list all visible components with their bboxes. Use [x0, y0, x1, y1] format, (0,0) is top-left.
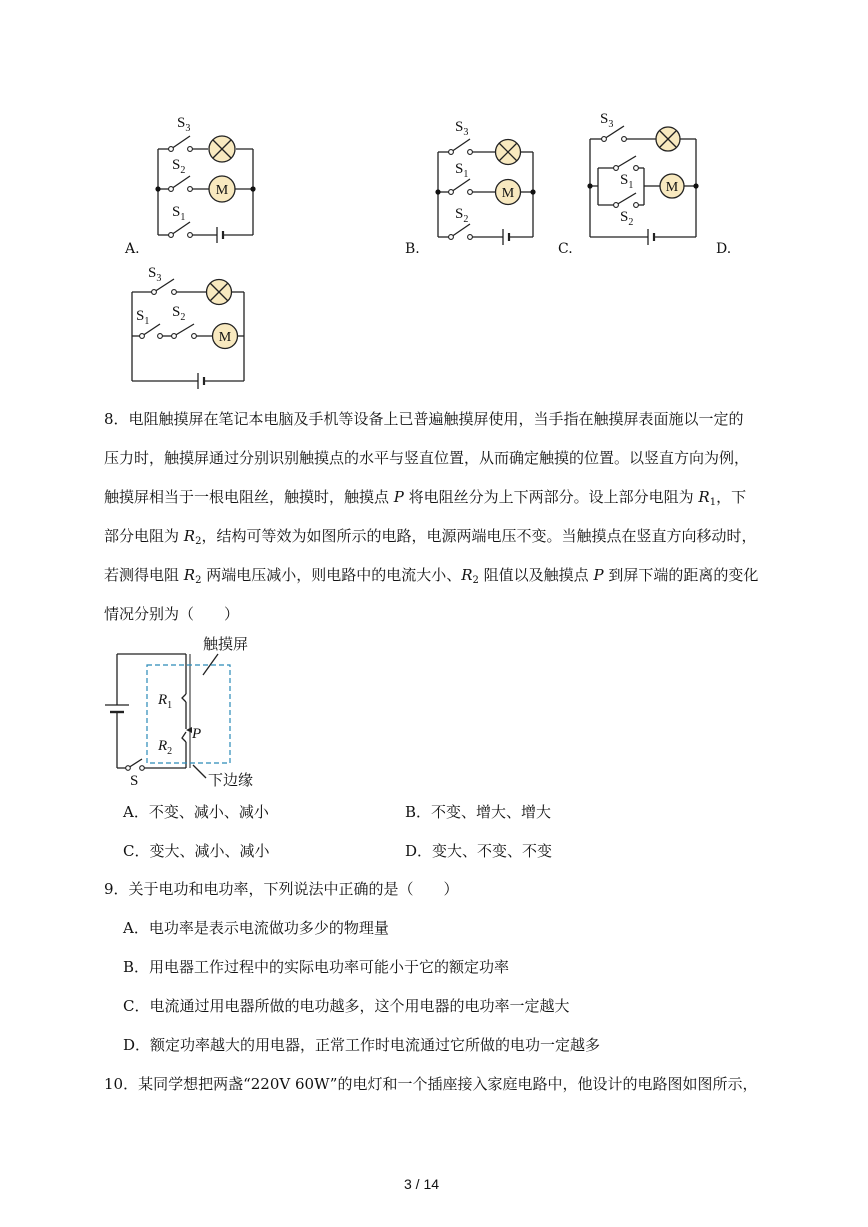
touchscreen-label: 触摸屏 — [203, 635, 249, 653]
contact-point-label: P — [192, 726, 202, 742]
motor-label: M — [665, 180, 679, 195]
motor-label: M — [501, 186, 515, 201]
q9-stem: 9．关于电功和电功率，下列说法中正确的是（ ） — [104, 880, 459, 898]
switch-label-s1: $S_1$ — [136, 308, 150, 327]
motor-label: M — [215, 183, 229, 198]
option-d-label: D. — [716, 241, 732, 257]
switch-label-s2: $S_2$ — [172, 157, 186, 176]
q8-line-5: 若测得电阻 $R_2$ 两端电压减小，则电路中的电流大小、$R_2$ 阻值以及触摸点 P 到屏下端的距离的变化 — [104, 566, 759, 586]
motor-icon — [213, 324, 238, 349]
q9-option-c: C．电流通过用电器所做的电功越多，这个用电器的电功率一定越大 — [123, 997, 570, 1015]
q8-line-6: 情况分别为（ ） — [104, 605, 240, 623]
switch-label-s2: $S_2$ — [455, 206, 469, 225]
q8-line-2: 压力时，触摸屏通过分别识别触摸点的水平与竖直位置，从而确定触摸的位置。以竖直方向为例， — [104, 449, 750, 467]
q9-option-d: D．额定功率越大的用电器，正常工作时电流通过它所做的电功一定越多 — [123, 1036, 601, 1054]
option-c-label: C. — [558, 241, 573, 257]
circuit-diagram-b — [430, 116, 545, 256]
switch-label-s2: $S_2$ — [172, 304, 186, 323]
motor-icon — [496, 180, 521, 205]
switch-label-s3: $S_3$ — [455, 119, 469, 138]
q8-option-a: A．不变、减小、减小 — [123, 803, 269, 821]
option-b-label: B. — [405, 241, 420, 257]
circuit-diagram-d — [122, 263, 252, 393]
lamp-icon — [656, 127, 680, 151]
q9-option-b: B．用电器工作过程中的实际电功率可能小于它的额定功率 — [123, 958, 510, 976]
q8-line-1: 8．电阻触摸屏在笔记本电脑及手机等设备上已普遍触摸屏使用，当手指在触摸屏表面施以一定的 — [104, 410, 744, 428]
switch-label-s1: $S_1$ — [455, 161, 469, 180]
switch-label-s3: $S_3$ — [148, 265, 162, 284]
lamp-icon — [496, 140, 521, 165]
q8-option-d: D．变大、不变、不变 — [405, 842, 553, 860]
switch-label-s3: $S_3$ — [600, 111, 614, 130]
switch-label-s1: $S_1$ — [620, 172, 634, 191]
motor-label: M — [218, 330, 232, 345]
switch-label-s3: $S_3$ — [177, 115, 191, 134]
lamp-icon — [207, 280, 232, 305]
switch-label: S — [130, 773, 139, 789]
touchscreen-circuit-diagram — [100, 632, 290, 792]
switch-label-s1: $S_1$ — [172, 204, 186, 223]
page-number: 3 / 14 — [404, 1176, 440, 1192]
motor-icon — [209, 176, 235, 202]
option-a-label: A. — [125, 241, 140, 257]
q8-option-b: B．不变、增大、增大 — [405, 803, 552, 821]
lamp-icon — [209, 136, 235, 162]
resistor-label-r2: $R_2$ — [158, 738, 173, 757]
motor-icon — [660, 174, 684, 198]
q8-option-c: C．变大、减小、减小 — [123, 842, 270, 860]
q8-line-3: 触摸屏相当于一根电阻丝，触摸时，触摸点 P 将电阻丝分为上下两部分。设上部分电阻为 $R_1$，下 — [104, 488, 747, 508]
circuit-diagram-c — [580, 111, 705, 251]
q10-stem: 10．某同学想把两盏“220V 60W”的电灯和一个插座接入家庭电路中，他设计的电路图如图所示， — [104, 1075, 758, 1093]
circuit-diagram-a — [150, 112, 265, 252]
resistor-label-r1: $R_1$ — [158, 692, 173, 711]
q8-line-4: 部分电阻为 $R_2$，结构可等效为如图所示的电路，电源两端电压不变。当触摸点在竖直方向移动时， — [104, 527, 757, 547]
lower-edge-label: 下边缘 — [208, 771, 254, 789]
q9-option-a: A．电功率是表示电流做功多少的物理量 — [123, 919, 389, 937]
switch-label-s2: $S_2$ — [620, 209, 634, 228]
